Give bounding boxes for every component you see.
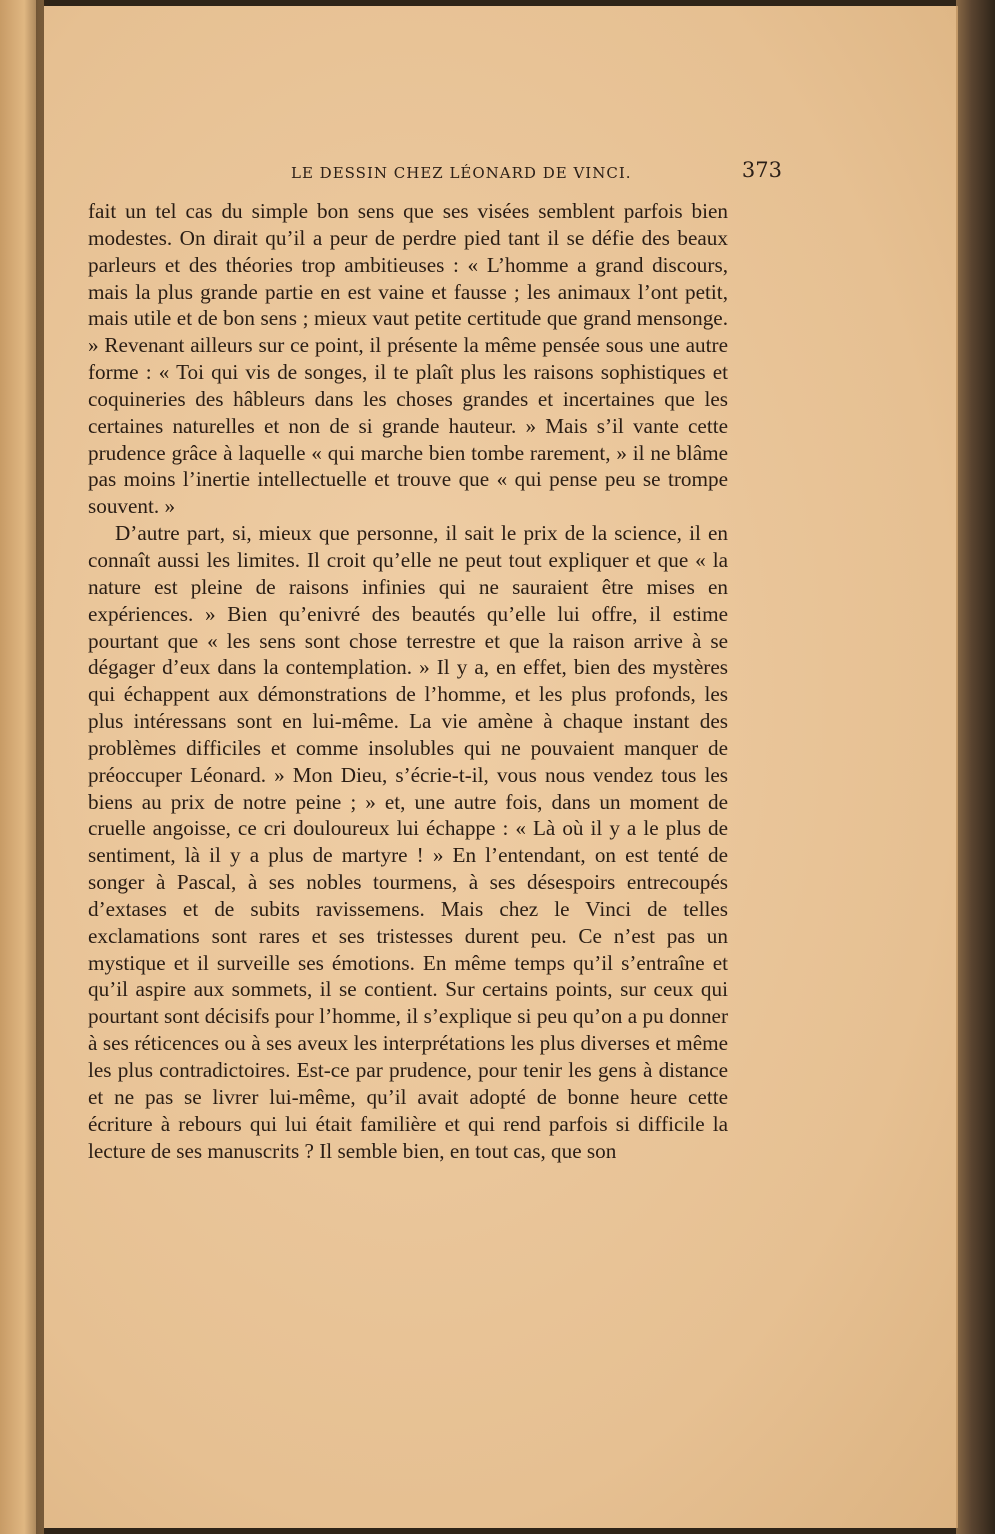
running-title: LE DESSIN CHEZ LÉONARD DE VINCI. <box>291 164 632 182</box>
paragraph-continued: fait un tel cas du simple bon sens que ses visées semblent parfois bien modestes. On dirait qu’il a peur de perdre pied tant il se défie des beaux parleurs et des théories trop ambitieuses : « L’homme a grand discours, mais la plus grande partie en est vaine et fausse ; les animaux l’ont petit, mais utile et de bon sens ; mieux vaut petite certitude que grand mensonge. » Revenant ailleurs sur ce point, il présente la même pensée sous une autre forme : « Toi qui vis de songes, il te plaît plus les raisons sophistiques et coquineries des hâbleurs dans les choses grandes et incertaines que les certaines naturelles et non de si grande hauteur. » Mais s’il vante cette prudence grâce à laquelle « qui marche bien tombe rarement, » il ne blâme pas moins l’inertie intellectuelle et trouve que « qui pense peu se trompe souvent. » <box>88 199 728 519</box>
page-edge-strip <box>956 0 995 1534</box>
body-text <box>88 198 728 1164</box>
paragraph: D’autre part, si, mieux que personne, il sait le prix de la science, il en connaît aussi les limites. Il croit qu’elle ne peut tout expliquer et que « la nature est pleine de raisons infinies qui ne sauraient être mises en expériences. » Bien qu’enivré des beautés qu’elle lui offre, il estime pourtant que « les sens sont chose terrestre et que la raison arrive à se dégager d’eux dans la contemplation. » Il y a, en effet, bien des mystères qui échappent aux démonstrations de l’homme, et les plus profonds, les plus intéressans sont en lui-même. La vie amène à chaque instant des problèmes difficiles et comme insolubles qui ne pouvaient manquer de préoccuper Léonard. » Mon Dieu, s’écrie-t-il, vous nous vendez tous les biens au prix de notre peine ; » et, une autre fois, dans un moment de cruelle angoisse, ce cri douloureux lui échappe : « Là où il y a le plus de sentiment, là il y a plus de martyre ! » En l’entendant, on est tenté de songer à Pascal, à ses nobles tourmens, à ses désespoirs entrecoupés d’extases et de subits ravissemens. Mais chez le Vinci de telles exclamations sont rares et ses tristesses durent peu. Ce n’est pas un mystique et il surveille ses émotions. En même temps qu’il s’entraîne et qu’il aspire aux sommets, il se contient. Sur certains points, sur ceux qui pourtant sont décisifs pour l’homme, il s’explique si peu qu’on a pu donner à ses réticences ou à ses aveux les interprétations les plus diverses et même les plus contradictoires. Est-ce par prudence, pour tenir les gens à distance et ne pas se livrer lui-même, qu’il avait adopté de bonne heure cette écriture à rebours qui lui était familière et qui rend parfois si difficile la lecture de ses manuscrits ? Il semble bien, en tout cas, que son <box>88 521 728 1163</box>
page-header <box>88 156 782 186</box>
page-number: 373 <box>741 158 782 182</box>
